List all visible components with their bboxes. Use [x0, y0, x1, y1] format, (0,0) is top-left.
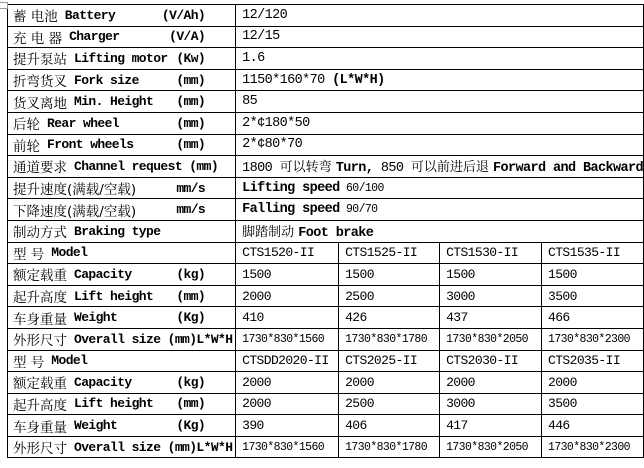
- model-cell: 410: [236, 307, 339, 329]
- row-label-cn: 外形尺寸: [13, 441, 67, 458]
- model-cell: 3500: [542, 285, 644, 307]
- row-label-model-1: [8, 242, 236, 264]
- row-label-en: Lifting motor: [74, 50, 168, 66]
- model-cell: 2500: [339, 393, 440, 415]
- table-row-model-2: [8, 350, 644, 372]
- row-label-cn: 外形尺寸: [13, 333, 67, 350]
- row-label-front-wheels: [8, 134, 236, 156]
- row-label-unit: (mm): [176, 137, 206, 153]
- row-label-en: Channel request (mm): [74, 158, 219, 174]
- row-label-unit: (mm): [176, 396, 206, 412]
- row-label-en: Fork size: [74, 72, 139, 88]
- model-cell: 1730*830*2300: [542, 436, 644, 458]
- value-part: 90/70: [339, 203, 378, 217]
- model-cell: CTS2035-II: [542, 350, 644, 372]
- row-label-en: Weight: [74, 310, 118, 326]
- row-label-cn: 下降速度(满载/空载): [13, 203, 137, 220]
- value-part: 12/15: [242, 29, 280, 45]
- table-row-overall-size-1: [8, 328, 644, 350]
- table-row-charger: [8, 26, 644, 48]
- row-label-en: Overall size (mm)L*W*H: [74, 331, 233, 347]
- model-cell: 417: [440, 415, 542, 437]
- value-part: 12/120: [242, 7, 288, 23]
- model-cell: 426: [339, 307, 440, 329]
- row-label-en: Model: [51, 245, 88, 261]
- row-label-lifting-motor: [8, 48, 236, 70]
- model-cell: 1730*830*2300: [542, 328, 644, 350]
- row-value-rear-wheel: [236, 112, 644, 134]
- model-cell: CTS1530-II: [440, 242, 542, 264]
- table-body: [8, 5, 644, 458]
- row-label-unit: mm/s: [176, 202, 206, 218]
- table-row-braking-type: [8, 220, 644, 242]
- row-label-cn: 额定载重: [13, 376, 67, 393]
- row-label-weight-2: [8, 415, 236, 437]
- row-value-charger: [236, 26, 644, 48]
- row-label-unit: (mm): [176, 115, 206, 131]
- row-label-cn: 起升高度: [13, 397, 67, 414]
- row-label-cn: 提升速度(满载/空载): [13, 182, 137, 199]
- model-cell: 2000: [236, 285, 339, 307]
- row-value-braking-type: [236, 220, 644, 242]
- model-cell: 2500: [339, 285, 440, 307]
- model-cell: 1500: [339, 264, 440, 286]
- row-label-en: Rear wheel: [47, 115, 120, 131]
- value-part: 60/100: [339, 181, 384, 195]
- row-label-capacity-1: [8, 264, 236, 286]
- row-label-unit: mm/s: [176, 180, 206, 196]
- row-label-cn: 起升高度: [13, 290, 67, 307]
- row-value-channel-request: [236, 156, 644, 178]
- row-label-unit: (V/A): [169, 29, 206, 45]
- model-cell: 3000: [440, 285, 542, 307]
- value-part: Forward and Backward: [492, 161, 643, 177]
- row-label-en: Lift height: [74, 396, 154, 412]
- value-part: Lifting speed: [242, 180, 340, 196]
- value-part: Foot brake: [298, 226, 374, 242]
- row-label-cn: 额定载重: [13, 268, 67, 285]
- model-cell: 1730*830*1560: [236, 328, 339, 350]
- table-row-falling-speed: [8, 199, 644, 221]
- value-part: 1.6: [242, 50, 265, 66]
- table-row-lift-height-2: [8, 393, 644, 415]
- row-label-en: Front wheels: [47, 137, 134, 153]
- model-cell: 1730*830*1780: [339, 436, 440, 458]
- table-row-lifting-motor: [8, 48, 644, 70]
- row-label-cn: 货叉离地: [13, 95, 67, 112]
- row-label-cn: 制动方式: [13, 225, 67, 242]
- row-label-cn: 充 电 器: [13, 30, 63, 47]
- row-label-en: Braking type: [74, 223, 161, 239]
- model-cell: 1500: [440, 264, 542, 286]
- row-label-battery: [8, 5, 236, 27]
- model-cell: CTS2030-II: [440, 350, 542, 372]
- model-cell: CTS1520-II: [236, 242, 339, 264]
- model-cell: CTS1525-II: [339, 242, 440, 264]
- model-cell: 406: [339, 415, 440, 437]
- row-label-cn: 型 号: [13, 354, 45, 371]
- row-label-rear-wheel: [8, 112, 236, 134]
- row-label-cn: 前轮: [13, 138, 40, 155]
- row-label-charger: [8, 26, 236, 48]
- row-label-unit: (kg): [176, 266, 206, 282]
- row-label-en: Overall size (mm)L*W*H: [74, 439, 233, 455]
- row-value-front-wheels: [236, 134, 644, 156]
- row-label-min-height: [8, 91, 236, 113]
- model-cell: 2000: [542, 372, 644, 394]
- row-label-braking-type: [8, 220, 236, 242]
- table-row-battery: [8, 5, 644, 27]
- row-label-cn: 蓄 电池: [13, 9, 58, 26]
- value-part: 可以前进后退: [410, 160, 493, 176]
- row-label-lift-height-2: [8, 393, 236, 415]
- model-cell: 3000: [440, 393, 542, 415]
- row-label-en: Model: [51, 353, 88, 369]
- row-label-unit: (Kg): [176, 418, 206, 434]
- row-label-unit: (mm): [176, 288, 206, 304]
- model-cell: 2000: [236, 372, 339, 394]
- value-part: 850: [373, 161, 411, 177]
- row-label-weight-1: [8, 307, 236, 329]
- table-row-model-1: [8, 242, 644, 264]
- row-label-cn: 后轮: [13, 117, 40, 134]
- row-label-cn: 提升泵站: [13, 52, 67, 69]
- page: [0, 4, 644, 468]
- row-value-fork-size: [236, 69, 644, 91]
- row-label-cn: 通道要求: [13, 160, 67, 177]
- row-value-min-height: [236, 91, 644, 113]
- model-cell: 1730*830*1560: [236, 436, 339, 458]
- value-part: 2*¢80*70: [242, 137, 303, 153]
- model-cell: 1500: [542, 264, 644, 286]
- spec-table: [7, 4, 644, 458]
- row-label-falling-speed: [8, 199, 236, 221]
- row-value-lifting-motor: [236, 48, 644, 70]
- row-label-en: Battery: [64, 7, 116, 23]
- value-part: Turn,: [335, 161, 374, 177]
- row-label-en: Weight: [74, 418, 118, 434]
- value-part: 2*¢180*50: [242, 115, 310, 131]
- row-label-overall-size-2: [8, 436, 236, 458]
- row-label-unit: (Kw): [176, 50, 206, 66]
- table-row-capacity-1: [8, 264, 644, 286]
- model-cell: 446: [542, 415, 644, 437]
- model-cell: 3500: [542, 393, 644, 415]
- model-cell: 1730*830*2050: [440, 328, 542, 350]
- row-label-unit: (V/Ah): [161, 7, 206, 23]
- row-label-unit: (kg): [176, 374, 206, 390]
- table-row-channel-request: [8, 156, 644, 178]
- value-part: 脚踏制动: [242, 225, 299, 241]
- row-label-overall-size-1: [8, 328, 236, 350]
- model-cell: 2000: [440, 372, 542, 394]
- model-cell: CTS1535-II: [542, 242, 644, 264]
- row-label-channel-request: [8, 156, 236, 178]
- table-row-rear-wheel: [8, 112, 644, 134]
- value-part: (L*W*H): [332, 72, 385, 88]
- row-label-unit: (mm): [176, 72, 206, 88]
- model-cell: 1730*830*2050: [440, 436, 542, 458]
- row-value-falling-speed: [236, 199, 644, 221]
- row-label-en: Lift height: [74, 288, 154, 304]
- table-row-weight-2: [8, 415, 644, 437]
- row-label-cn: 车身重量: [13, 311, 67, 328]
- row-value-lifting-speed: [236, 177, 644, 199]
- table-row-lifting-speed: [8, 177, 644, 199]
- row-label-lift-height-1: [8, 285, 236, 307]
- table-row-min-height: [8, 91, 644, 113]
- model-cell: 2000: [339, 372, 440, 394]
- row-label-unit: (Kg): [176, 310, 206, 326]
- table-anchor-mark: [0, 2, 8, 9]
- model-cell: 1500: [236, 264, 339, 286]
- row-label-cn: 折弯货叉: [13, 74, 67, 91]
- table-row-front-wheels: [8, 134, 644, 156]
- value-part: Falling speed: [242, 202, 340, 218]
- model-cell: 2000: [236, 393, 339, 415]
- row-label-model-2: [8, 350, 236, 372]
- value-part: 1800: [242, 161, 280, 177]
- row-label-en: Capacity: [74, 266, 132, 282]
- row-label-fork-size: [8, 69, 236, 91]
- row-label-capacity-2: [8, 372, 236, 394]
- row-label-en: Min. Height: [74, 94, 154, 110]
- model-cell: 466: [542, 307, 644, 329]
- table-row-weight-1: [8, 307, 644, 329]
- row-label-cn: 车身重量: [13, 419, 67, 436]
- table-row-capacity-2: [8, 372, 644, 394]
- model-cell: 1730*830*1780: [339, 328, 440, 350]
- table-row-fork-size: [8, 69, 644, 91]
- row-label-unit: (mm): [176, 94, 206, 110]
- row-label-lifting-speed: [8, 177, 236, 199]
- row-label-en: Capacity: [74, 374, 132, 390]
- model-cell: 437: [440, 307, 542, 329]
- value-part: 1150*160*70: [242, 72, 333, 88]
- row-label-cn: 型 号: [13, 246, 45, 263]
- model-cell: CTSDD2020-II: [236, 350, 339, 372]
- row-value-battery: [236, 5, 644, 27]
- value-part: 85: [242, 94, 258, 110]
- model-cell: CTS2025-II: [339, 350, 440, 372]
- table-row-overall-size-2: [8, 436, 644, 458]
- model-cell: 390: [236, 415, 339, 437]
- value-part: 可以转弯: [279, 160, 336, 176]
- row-label-en: Charger: [69, 29, 120, 45]
- table-row-lift-height-1: [8, 285, 644, 307]
